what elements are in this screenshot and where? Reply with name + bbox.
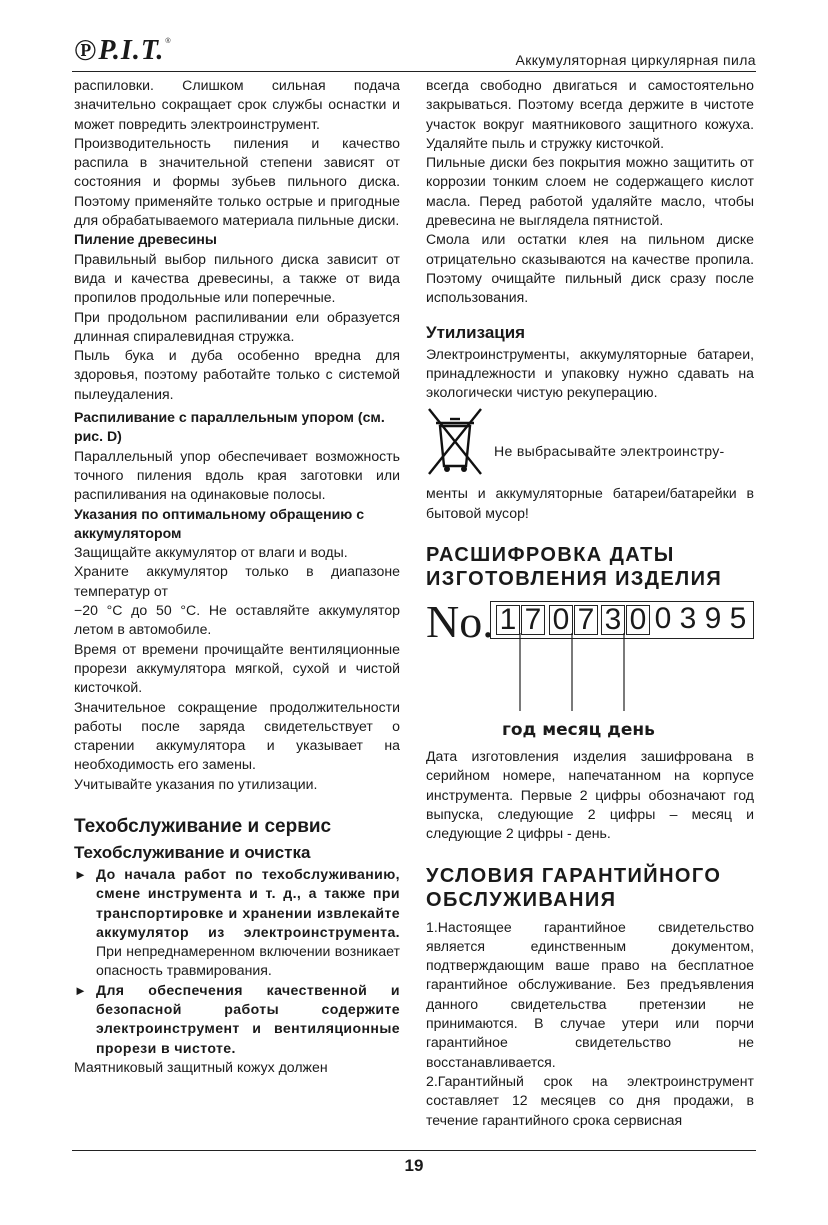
brand-logo: [74, 34, 171, 67]
paragraph: Правильный выбор пильного диска зависит от вида и качества древесины, а также от вида пропилов продольные или поперечные.: [74, 250, 400, 306]
right-column: [426, 76, 754, 1130]
serial-digit: 9: [704, 602, 722, 636]
triangle-right-icon: ►: [74, 866, 87, 882]
serial-digit: 7: [521, 605, 545, 635]
paragraph: Параллельный упор обеспечивает возможность точного пиления вдоль края заготовки или распиливания на одинаковые полосы.: [74, 447, 400, 503]
section-heading-service: Техобслуживание и сервис: [74, 815, 332, 837]
paragraph: 2.Гарантийный срок на электроинструмент составляет 12 месяцев со дня продажи, в течение гарантийного срока сервисная: [426, 1072, 754, 1128]
paragraph: Время от времени прочищайте вентиляционные прорези аккумулятора мягкой, сухой и чистой кисточкой.: [74, 640, 400, 696]
paragraph: Учитывайте указания по утилизации.: [74, 775, 318, 792]
crossed-out-bin-icon: [426, 406, 484, 478]
serial-digit: 1: [496, 605, 520, 635]
paragraph: всегда свободно двигаться и самостоятельно закрываться. Поэтому всегда держите в чистоте участок вокруг маятникового защитного кожуха. Удаляйте пыль и стружку кисточкой.: [426, 77, 754, 151]
logo-swirl-icon: ℗: [74, 34, 97, 67]
subheading-battery-handling: Указания по оптимальному обращению с аккумулятором: [74, 505, 365, 541]
section-heading-warranty: УСЛОВИЯ ГАРАНТИЙНОГО ОБСЛУЖИВАНИЯ: [426, 864, 722, 911]
subheading-parallel-guide: Распиливание с параллельным упором (см. рис. D): [74, 409, 385, 445]
serial-digit: 3: [679, 602, 697, 636]
paragraph: Защищайте аккумулятор от влаги и воды.: [74, 544, 348, 561]
page-number: 19: [404, 1156, 424, 1175]
paragraph: 1.Настоящее гарантийное свидетельство является единственным документом, подтверждающим ваше право на бесплатное гарантийное обслуживание. Без предъявления данного свидетельства претензии не принимаются. В случае утери или порчи гарантийное свидетельство не восстанавливается.: [426, 918, 754, 1070]
paragraph: менты и аккумуляторные батареи/батарейки в бытовой мусор!: [426, 485, 754, 521]
footer-divider: [72, 1150, 756, 1151]
header-divider: [72, 71, 756, 72]
serial-digit: 5: [729, 602, 747, 636]
subheading-wood-sawing: Пиление древесины: [74, 231, 217, 248]
disposal-notice: [426, 406, 754, 478]
paragraph: Производительность пиления и качество распила в значительной степени зависят от состояния и формы зубьев пильного диска. Поэтому применяйте только острые и пригодные для обрабатываемого материала пильные диски.: [74, 134, 400, 229]
paragraph: Храните аккумулятор только в диапазоне температур от: [74, 563, 400, 599]
serial-digit: 3: [601, 605, 625, 635]
paragraph: Значительное сокращение продолжительности работы после заряда свидетельствует о старении аккумулятора и указывает на необходимость его замены.: [74, 698, 400, 773]
bullet-bold-text: Для обеспечения качественной и безопасной работы содержите электроинструмент и вентиляционные прорези в чистоте.: [96, 981, 400, 1056]
serial-pointer-lines: [426, 597, 754, 721]
section-heading-date-decoding: РАСШИФРОВКА ДАТЫ ИЗГОТОВЛЕНИЯ ИЗДЕЛИЯ: [426, 544, 723, 591]
logo-text: P.I.T.: [98, 35, 165, 66]
header-title: Аккумуляторная циркулярная пила: [515, 52, 756, 68]
serial-legend: год месяц день: [502, 720, 655, 741]
logo-registered-mark: ®: [165, 38, 171, 45]
serial-digit: 0: [549, 605, 573, 635]
serial-digit: 0: [626, 605, 650, 635]
paragraph: Маятниковый защитный кожух должен: [74, 1058, 328, 1075]
section-heading-disposal: Утилизация: [426, 322, 526, 342]
paragraph: распиловки. Слишком сильная подача значительно сокращает срок службы оснастки и может повредить электроинструмент.: [74, 77, 400, 132]
paragraph: Пыль бука и дуба особенно вредна для здоровья, поэтому работайте только с системой пылеудаления.: [74, 347, 400, 402]
paragraph: Смола или остатки клея на пильном диске отрицательно сказываются на качестве пропила. Поэтому очищайте пильный диск сразу после использования.: [426, 231, 754, 306]
list-item: [74, 865, 400, 981]
triangle-right-icon: ►: [74, 982, 87, 998]
serial-number-diagram: [426, 597, 754, 747]
paragraph: Пильные диски без покрытия можно защитить от коррозии тонким слоем не содержащего кислот масла. Перед работой удаляйте масло, чтобы древесина не выглядела пятнистой.: [426, 154, 754, 229]
serial-prefix: No.: [426, 596, 494, 648]
paragraph: Электроинструменты, аккумуляторные батареи, принадлежности и упаковку нужно сдавать на экологически чистую рекуперацию.: [426, 345, 754, 401]
bullet-bold-text: До начала работ по техобслуживанию, смене инструмента и т. д., а также при транспортировке и хранении извлекайте аккумулятор из электроинструмента.: [96, 865, 400, 940]
list-item: [74, 981, 400, 1058]
serial-digit: 7: [574, 605, 598, 635]
disposal-notice-text: Не выбрасывайте электроинстру-: [494, 443, 725, 460]
paragraph: Дата изготовления изделия зашифрована в серийном номере, напечатанном на корпусе инструмента. Первые 2 цифры обозначают год выпуска, следующие 2 цифры – месяц и следующие 2 цифры - день.: [426, 748, 754, 842]
serial-digit: 0: [654, 602, 672, 636]
bullet-text: При непреднамеренном включении возникает опасность травмирования.: [96, 943, 400, 979]
subsection-heading-cleaning: Техобслуживание и очистка: [74, 842, 311, 862]
paragraph: −20 °C до 50 °C. Не оставляйте аккумулятор летом в автомобиле.: [74, 602, 400, 638]
paragraph: При продольном распиливании ели образуется длинная спиралевидная стружка.: [74, 308, 400, 344]
left-column: [74, 76, 400, 1077]
